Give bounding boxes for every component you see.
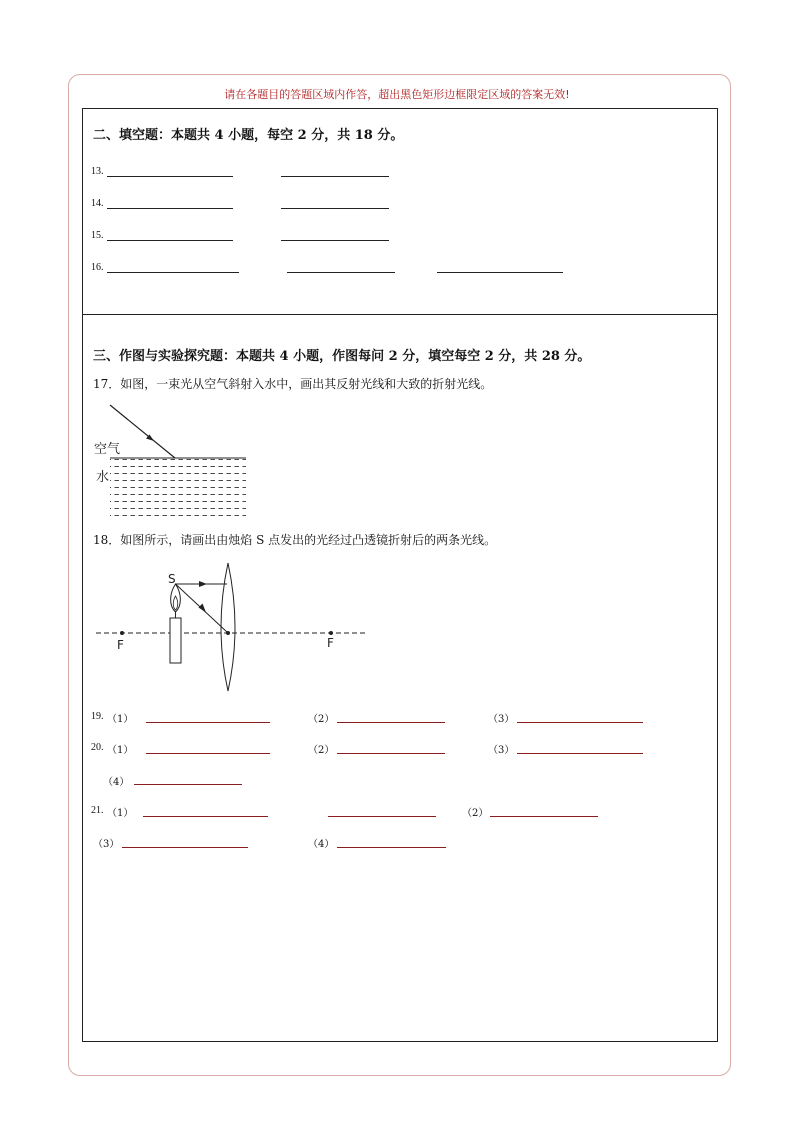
answer-area-notice: 请在各题目的答题区域内作答，超出黑色矩形边框限定区域的答案无效!	[224, 88, 570, 101]
q21-label-3: （3）	[93, 839, 120, 850]
q19-blank-2[interactable]	[337, 722, 445, 723]
q14-number: 14.	[91, 198, 104, 209]
q19-blank-1[interactable]	[146, 722, 270, 723]
focus-right-point	[329, 631, 333, 635]
q18-text: 18．如图所示，请画出由烛焰 S 点发出的光经过凸透镜折射后的两条光线。	[93, 533, 497, 547]
q19-blank-3[interactable]	[517, 722, 643, 723]
q13-blank-2[interactable]	[281, 176, 389, 177]
q17-text: 17．如图，一束光从空气斜射入水中，画出其反射光线和大致的折射光线。	[93, 377, 493, 391]
q15-number: 15.	[91, 230, 104, 241]
q20-number: 20.	[91, 742, 104, 753]
air-label: 空气	[94, 442, 121, 457]
q14-blank-1[interactable]	[107, 208, 233, 209]
q15-blank-1[interactable]	[107, 240, 233, 241]
q14-blank-2[interactable]	[281, 208, 389, 209]
q20-blank-4[interactable]	[134, 784, 242, 785]
q17-diagram	[90, 400, 250, 522]
section-divider	[82, 314, 718, 315]
q21-label-4: （4）	[308, 839, 335, 850]
water-region	[110, 458, 246, 520]
q20-blank-1[interactable]	[146, 753, 270, 754]
q20-label-1: （1）	[107, 745, 134, 756]
q19-label-1: （1）	[107, 714, 134, 725]
q15-blank-2[interactable]	[281, 240, 389, 241]
section2-heading: 二、填空题：本题共 4 小题，每空 2 分，共 18 分。	[93, 128, 404, 143]
q13-number: 13.	[91, 166, 104, 177]
q16-blank-3[interactable]	[437, 272, 563, 273]
q19-label-2: （2）	[308, 714, 335, 725]
center-ray-arrow	[199, 604, 207, 613]
q20-label-3: （3）	[488, 745, 515, 756]
q21-blank-3[interactable]	[122, 847, 248, 848]
s-label: S	[168, 572, 176, 586]
candle-body	[170, 618, 181, 663]
q19-number: 19.	[91, 711, 104, 722]
focus-left-point	[120, 631, 124, 635]
parallel-ray-arrow	[199, 581, 207, 587]
q13-blank-1[interactable]	[107, 176, 233, 177]
q21-blank-1b[interactable]	[328, 816, 436, 817]
q21-blank-4[interactable]	[337, 847, 446, 848]
q16-number: 16.	[91, 262, 104, 273]
q20-label-4: （4）	[103, 777, 130, 788]
q16-blank-1[interactable]	[107, 272, 239, 273]
q21-label-1: （1）	[107, 808, 134, 819]
q21-label-2: （2）	[462, 808, 489, 819]
q20-label-2: （2）	[308, 745, 335, 756]
q21-blank-1a[interactable]	[143, 816, 268, 817]
q20-blank-3[interactable]	[517, 753, 643, 754]
q20-blank-2[interactable]	[337, 753, 445, 754]
q21-number: 21.	[91, 805, 104, 816]
convex-lens	[221, 563, 235, 691]
q16-blank-2[interactable]	[287, 272, 395, 273]
focus-left-label: F	[117, 638, 124, 652]
q18-diagram	[90, 560, 380, 695]
water-label: 水	[96, 470, 110, 485]
focus-right-label: F	[327, 636, 334, 650]
q19-label-3: （3）	[488, 714, 515, 725]
q21-blank-2[interactable]	[490, 816, 598, 817]
section3-heading: 三、作图与实验探究题：本题共 4 小题，作图每问 2 分，填空每空 2 分，共 28 分。	[93, 349, 591, 364]
